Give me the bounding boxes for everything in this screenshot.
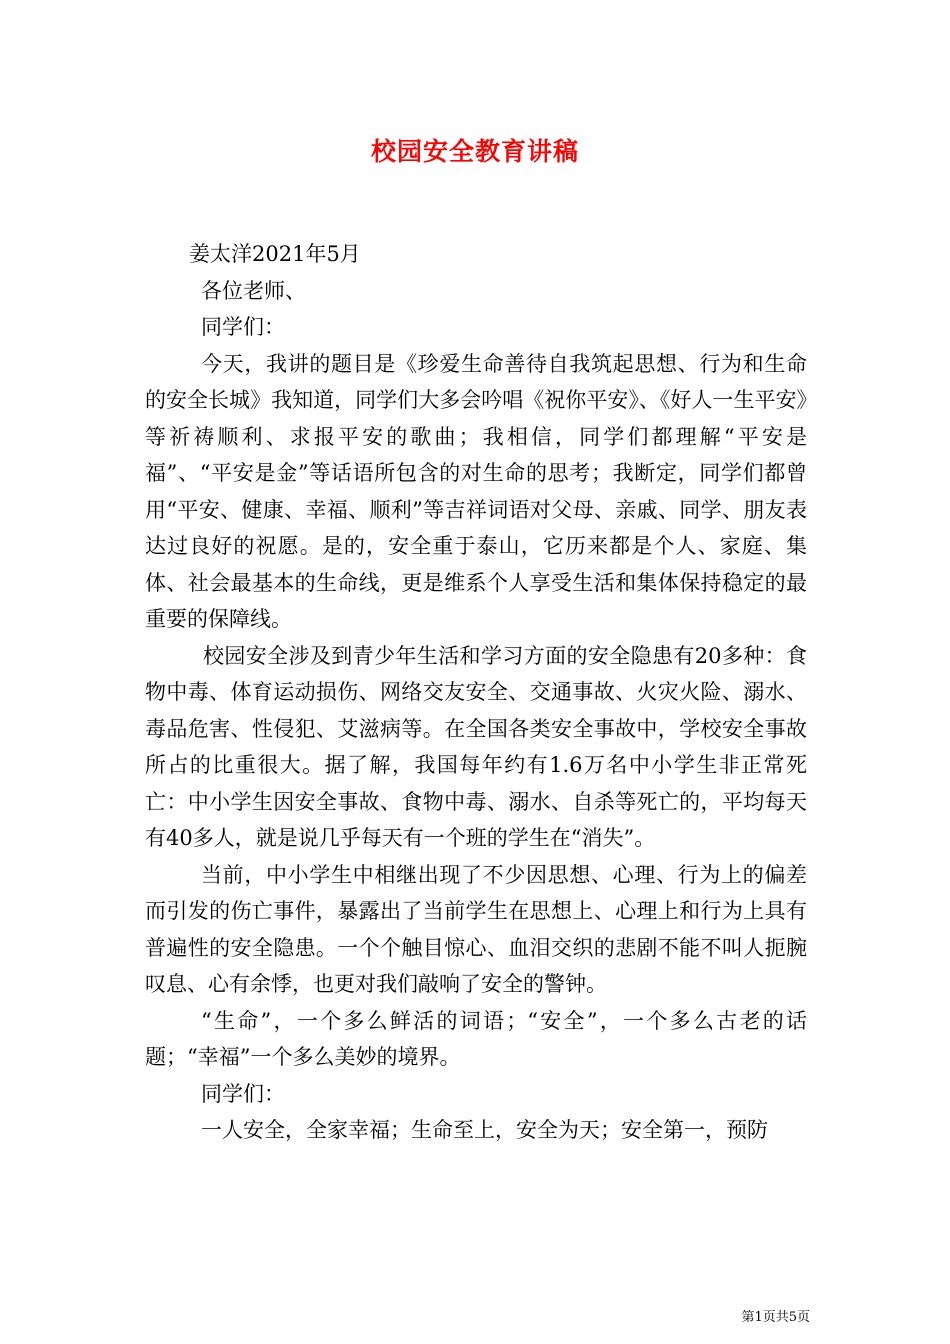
document-body (145, 236, 807, 1149)
salutation-students: 同学们： (201, 315, 285, 339)
byline: 姜太洋2021年5月 (189, 242, 361, 266)
paragraph-campus-safety: 校园安全涉及到青少年生活和学习方面的安全隐患有20多种：食物中毒、体育运动损伤、网络交友安全、交通事故、火灾火险、溺水、毒品危害、性侵犯、艾滋病等。在全国各类安全事故中，学校安全事故所占的比重很大。据了解，我国每年约有1.6万名中小学生非正常死亡：中小学生因安全事故、食物中毒、溺水、自杀等死亡的，平均每天有40多人，就是说几乎每天有一个班的学生在“消失”。 (145, 643, 807, 850)
paragraph-intro: 今天，我讲的题目是《珍爱生命善待自我筑起思想、行为和生命的安全长城》我知道，同学们大多会吟唱《祝你平安》、《好人一生平安》等祈祷顺利、求报平安的歌曲；我相信，同学们都理解“平安是福”、“平安是金”等话语所包含的对生命的思考；我断定，同学们都曾用“平安、健康、幸福、顺利”等吉祥词语对父母、亲戚、同学、朋友表达过良好的祝愿。是的，安全重于泰山，它历来都是个人、家庭、集体、社会最基本的生命线，更是维系个人享受生活和集体保持稳定的最重要的保障线。 (145, 351, 807, 631)
paragraph-current-situation: 当前，中小学生中相继出现了不少因思想、心理、行为上的偏差而引发的伤亡事件，暴露出了当前学生在思想上、心理上和行为上具有普遍性的安全隐患。一个个触目惊心、血泪交织的悲剧不能不叫人扼腕叹息、心有余悸，也更对我们敲响了安全的警钟。 (145, 862, 807, 996)
paragraph-life-safety-happiness: “生命”，一个多么鲜活的词语；“安全”，一个多么古老的话题；“幸福”一个多么美妙的境界。 (145, 1008, 807, 1069)
paragraph-last: 一人安全，全家幸福；生命至上，安全为天；安全第一，预防 (201, 1118, 768, 1142)
salutation-students-2: 同学们： (201, 1081, 285, 1106)
document-title: 校园安全教育讲稿 (370, 137, 579, 166)
page-number-footer: 第1页共5页 (741, 1310, 810, 1325)
salutation-teachers: 各位老师、 (201, 278, 306, 303)
